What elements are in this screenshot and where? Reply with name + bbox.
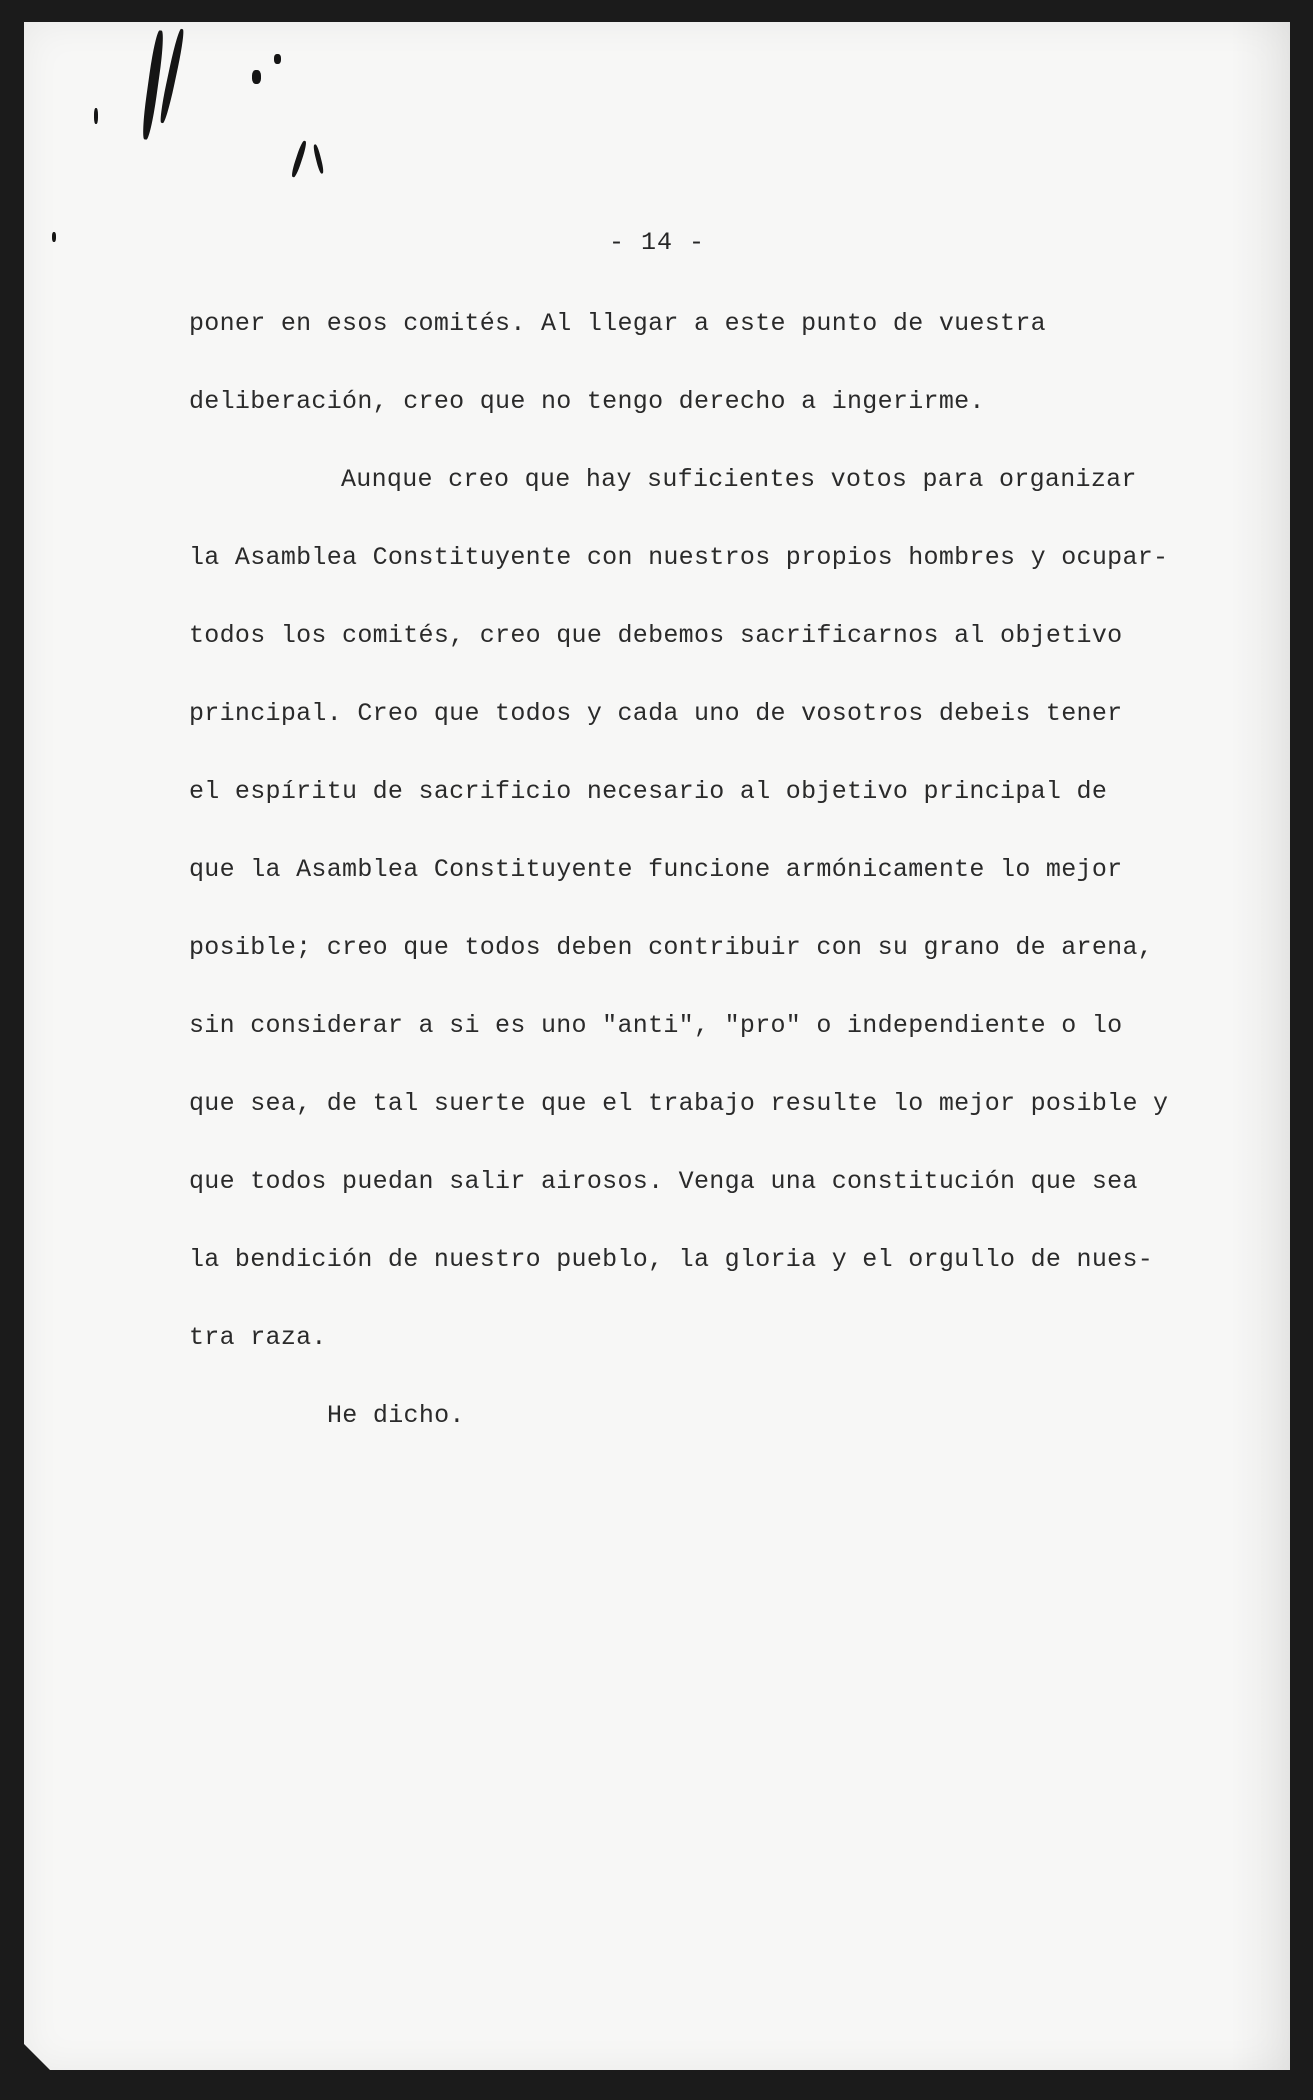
text-line: que todos puedan salir airosos. Venga una constitución que sea bbox=[189, 1167, 1138, 1196]
text-line: que sea, de tal suerte que el trabajo resulte lo mejor posible y bbox=[189, 1089, 1169, 1118]
page-number: - 14 - bbox=[608, 228, 705, 257]
torn-corner bbox=[24, 2044, 50, 2070]
text-line: la bendición de nuestro pueblo, la gloria y el orgullo de nues- bbox=[189, 1245, 1154, 1274]
ink-mark-stroke bbox=[312, 144, 324, 174]
text-line: el espíritu de sacrificio necesario al objetivo principal de bbox=[189, 777, 1108, 806]
ink-mark-dot bbox=[274, 54, 281, 64]
body-text bbox=[189, 304, 1249, 1474]
text-line: poner en esos comités. Al llegar a este punto de vuestra bbox=[189, 309, 1046, 338]
closing-line: He dicho. bbox=[327, 1401, 465, 1430]
ink-mark-dot bbox=[94, 108, 98, 124]
paragraph-start-line: Aunque creo que hay suficientes votos para organizar bbox=[341, 465, 1137, 494]
text-line: sin considerar a si es uno "anti", "pro" o independiente o lo bbox=[189, 1011, 1123, 1040]
typewritten-page bbox=[24, 22, 1290, 2070]
text-line: la Asamblea Constituyente con nuestros propios hombres y ocupar- bbox=[189, 543, 1169, 572]
text-line: principal. Creo que todos y cada uno de vosotros debeis tener bbox=[189, 699, 1123, 728]
text-line: tra raza. bbox=[189, 1323, 327, 1352]
text-line: deliberación, creo que no tengo derecho a ingerirme. bbox=[189, 387, 985, 416]
text-line: todos los comités, creo que debemos sacrificarnos al objetivo bbox=[189, 621, 1123, 650]
ink-mark-dot bbox=[252, 70, 261, 84]
text-line: posible; creo que todos deben contribuir con su grano de arena, bbox=[189, 933, 1154, 962]
ink-mark-stroke bbox=[290, 140, 307, 178]
ink-mark-stroke bbox=[140, 30, 165, 140]
text-line: que la Asamblea Constituyente funcione armónicamente lo mejor bbox=[189, 855, 1123, 884]
